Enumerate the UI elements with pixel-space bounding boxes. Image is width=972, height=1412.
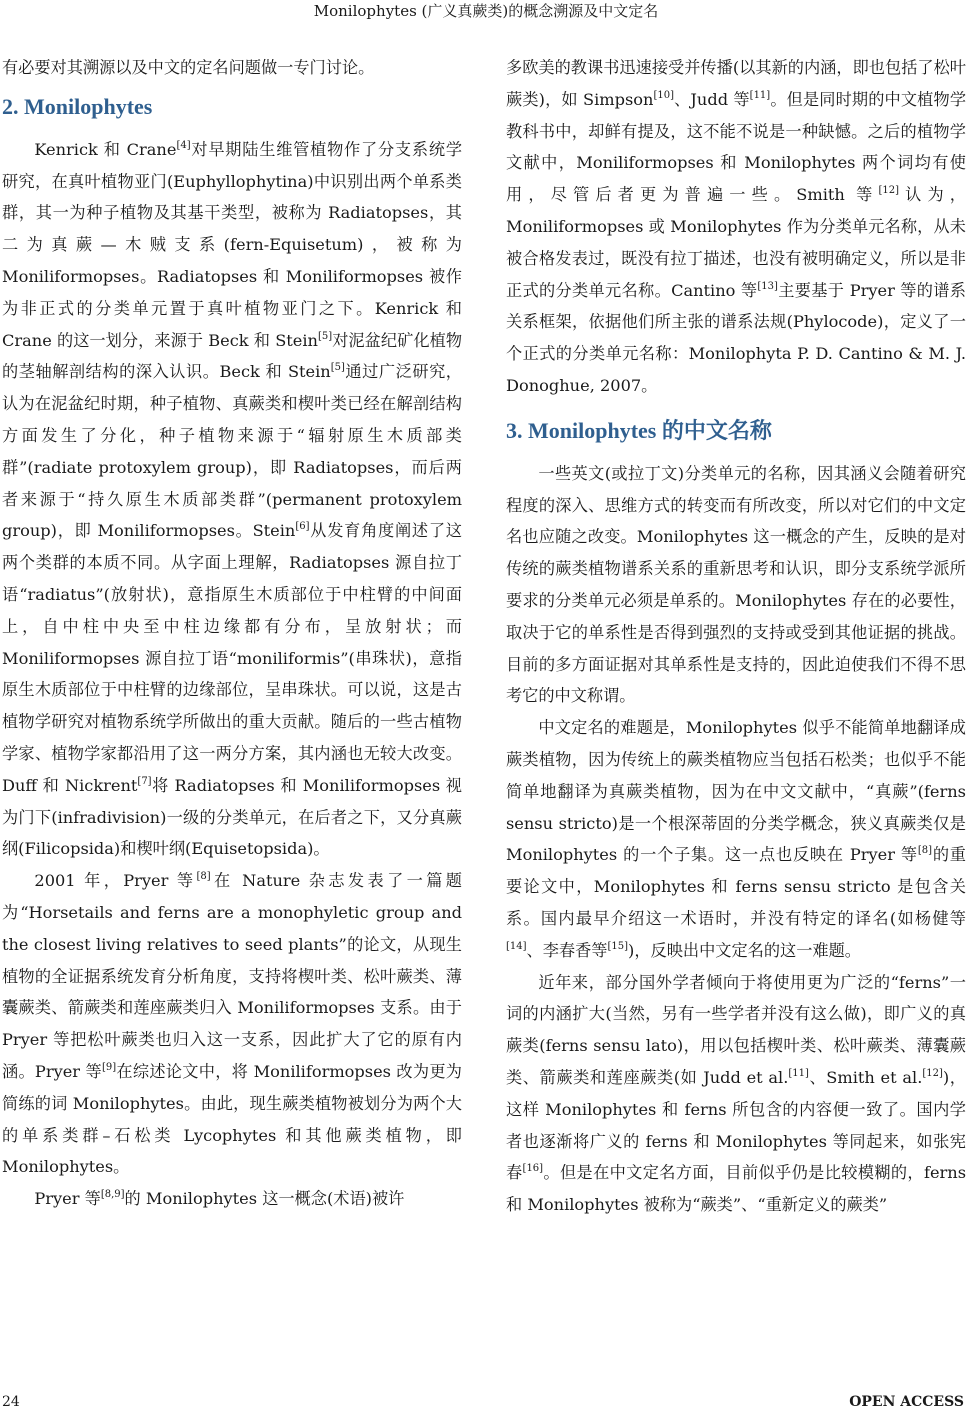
page-number: 24: [2, 1394, 20, 1410]
paragraph: Pryer 等[8,9]的 Monilophytes 这一概念(术语)被许: [34, 1189, 405, 1209]
citation-superscript: [4]: [176, 139, 191, 151]
citation-superscript: [7]: [137, 775, 152, 787]
citation-superscript: [10]: [653, 89, 674, 101]
citation-superscript: [8]: [917, 845, 933, 857]
running-header: [0, 0, 972, 26]
citation-superscript: [11]: [749, 89, 771, 101]
paragraph: 中文定名的难题是，Monilophytes 似乎不能简单地翻译成蕨类植物，因为传统上的蕨类植物应当包括石松类；也似乎不能简单地翻译为真蕨类植物，因为在中文文献中，“真蕨”(ferns sensu stricto)是一个根深蒂固的分类学概念，狭义真蕨类仅是 Monilophytes 的一个子集。这一点也反映在 Pryer 等[8]的重要论文中，Monilophytes 和 ferns sensu stricto 是包含关系。国内最早介绍这一术语时，并没有特定的译名(如杨健等[14]、李春香等[15])，反映出中文定名的这一难题。: [506, 718, 966, 960]
open-access-label: OPEN ACCESS: [849, 1394, 964, 1410]
citation-superscript: [15]: [607, 940, 628, 952]
right-column: [506, 52, 966, 1221]
paragraph: 多欧美的教课书迅速接受并传播(以其新的内涵，即也包括了松叶蕨类)，如 Simpson[10]、Judd 等[11]。但是同时期的中文植物学教科书中，却鲜有提及，这不能不说是一种缺憾。之后的植物学文献中，Moniliformopses 和 Monilophytes 两个词均有使用，尽管后者更为普遍一些。Smith 等[12]认为，Moniliformopses 或 Monilophytes 作为分类单元名称，从未被合格发表过，既没有拉丁描述，也没有被明确定义，所以是非正式的分类单元名称。Cantino 等[13]主要基于 Pryer 等的谱系关系框架，依据他们所主张的谱系法规(Phylocode)，定义了一个正式的分类单元名称：Monilophyta P. D. Cantino & M. J. Donoghue, 2007。: [506, 58, 967, 395]
paragraph: 一些英文(或拉丁文)分类单元的名称，因其涵义会随着研究程度的深入、思维方式的转变而有所改变，所以对它们的中文定名也应随之改变。Monilophytes 这一概念的产生，反映的是对传统的蕨类植物谱系关系的重新思考和认识，即分支系统学派所要求的分类单元必须是单系的。Monilophytes 存在的必要性，取决于它的单系性是否得到强烈的支持或受到其他证据的挑战。目前的多方面证据对其单系性是支持的，因此迫使我们不得不思考它的中文称谓。: [506, 463, 966, 706]
citation-superscript: [9]: [101, 1061, 117, 1073]
section-heading-2: 2. Monilophytes: [2, 93, 153, 119]
citation-superscript: [13]: [757, 280, 778, 292]
citation-superscript: [16]: [522, 1163, 544, 1175]
paragraph: 有必要对其溯源以及中文的定名问题做一专门讨论。: [2, 58, 375, 77]
citation-superscript: [11]: [788, 1067, 809, 1079]
paragraph: 近年来，部分国外学者倾向于将使用更为广泛的“ferns”一词的内涵扩大(当然，另有一些学者并没有这么做)，即广义的真蕨类(ferns sensu lato)，用以包括楔叶类、松叶蕨类、薄囊蕨类、箭蕨类和莲座蕨类(如 Judd et al.[11]、Smith et al.[12])，这样 Monilophytes 和 ferns 所包含的内容便一致了。国内学者也逐渐将广义的 ferns 和 Monilophytes 等同起来，如张宪春[16]。但是在中文定名方面，目前似乎仍是比较模糊的，ferns 和 Monilophytes 被称为“蕨类”、“重新定义的蕨类”: [506, 972, 966, 1215]
section-heading-3: 3. Monilophytes 的中文名称: [506, 417, 772, 443]
page-footer: [0, 1392, 972, 1412]
citation-superscript: [12]: [922, 1067, 943, 1079]
citation-superscript: [12]: [878, 185, 899, 197]
citation-superscript: [6]: [295, 521, 310, 533]
citation-superscript: [5]: [317, 330, 333, 342]
paragraph: 2001 年，Pryer 等[8]在 Nature 杂志发表了一篇题为“Horsetails and ferns are a monophyletic group and the closest living relatives to seed plants”的论文，从现生植物的全证据系统发育分析角度，支持将楔叶类、松叶蕨类、薄囊蕨类、箭蕨类和莲座蕨类归入 Moniliformopses 支系。由于 Pryer 等把松叶蕨类也归入这一支系，因此扩大了它的原有内涵。Pryer 等[9]在综述论文中，将 Moniliformopses 改为更为简练的词 Monilophytes。由此，现生蕨类植物被划分为两个大的单系类群–石松类 Lycophytes 和其他蕨类植物，即 Monilophytes。: [2, 871, 462, 1177]
left-column: [2, 52, 462, 1215]
paragraph: Kenrick 和 Crane[4]对早期陆生维管植物作了分支系统学研究，在真叶植物亚门(Euphyllophytina)中识别出两个单系类群，其一为种子植物及其基干类型，被称为 Radiatopses，其二为真蕨—木贼支系(fern-Equisetum)，被称为 Moniliformopses。Radiatopses 和 Moniliformopses 被作为非正式的分类单元置于真叶植物亚门之下。Kenrick 和 Crane 的这一划分，来源于 Beck 和 Stein[5]对泥盆纪矿化植物的茎轴解剖结构的深入认识。Beck 和 Stein[5]通过广泛研究，认为在泥盆纪时期，种子植物、真蕨类和楔叶类已经在解剖结构方面发生了分化，种子植物来源于“辐射原生木质部类群”(radiate protoxylem group)，即 Radiatopses，而后两者来源于“持久原生木质部类群”(permanent protoxylem group)，即 Moniliformopses。Stein[6]从发育角度阐述了这两个类群的本质不同。从字面上理解，Radiatopses 源自拉丁语“radiatus”(放射状)，意指原生木质部位于中柱臂的中间面上，自中柱中央至中柱边缘都有分布，呈放射状；而 Moniliformopses 源自拉丁语“moniliformis”(串珠状)，意指原生木质部位于中柱臂的边缘部位，呈串珠状。可以说，这是古植物学研究对植物系统学所做出的重大贡献。随后的一些古植物学家、植物学家都沿用了这一两分方案，其内涵也无较大改变。Duff 和 Nickrent[7]将 Radiatopses 和 Moniliformopses 视为门下(infradivision)一级的分类单元，在后者之下，又分真蕨纲(Filicopsida)和楔叶纲(Equisetopsida)。: [2, 139, 463, 859]
running-title: Monilophytes (广义真蕨类)的概念溯源及中文定名: [313, 2, 659, 20]
citation-superscript: [8]: [196, 871, 211, 883]
citation-superscript: [8,9]: [100, 1189, 125, 1201]
citation-superscript: [14]: [506, 940, 527, 952]
citation-superscript: [5]: [330, 362, 345, 374]
